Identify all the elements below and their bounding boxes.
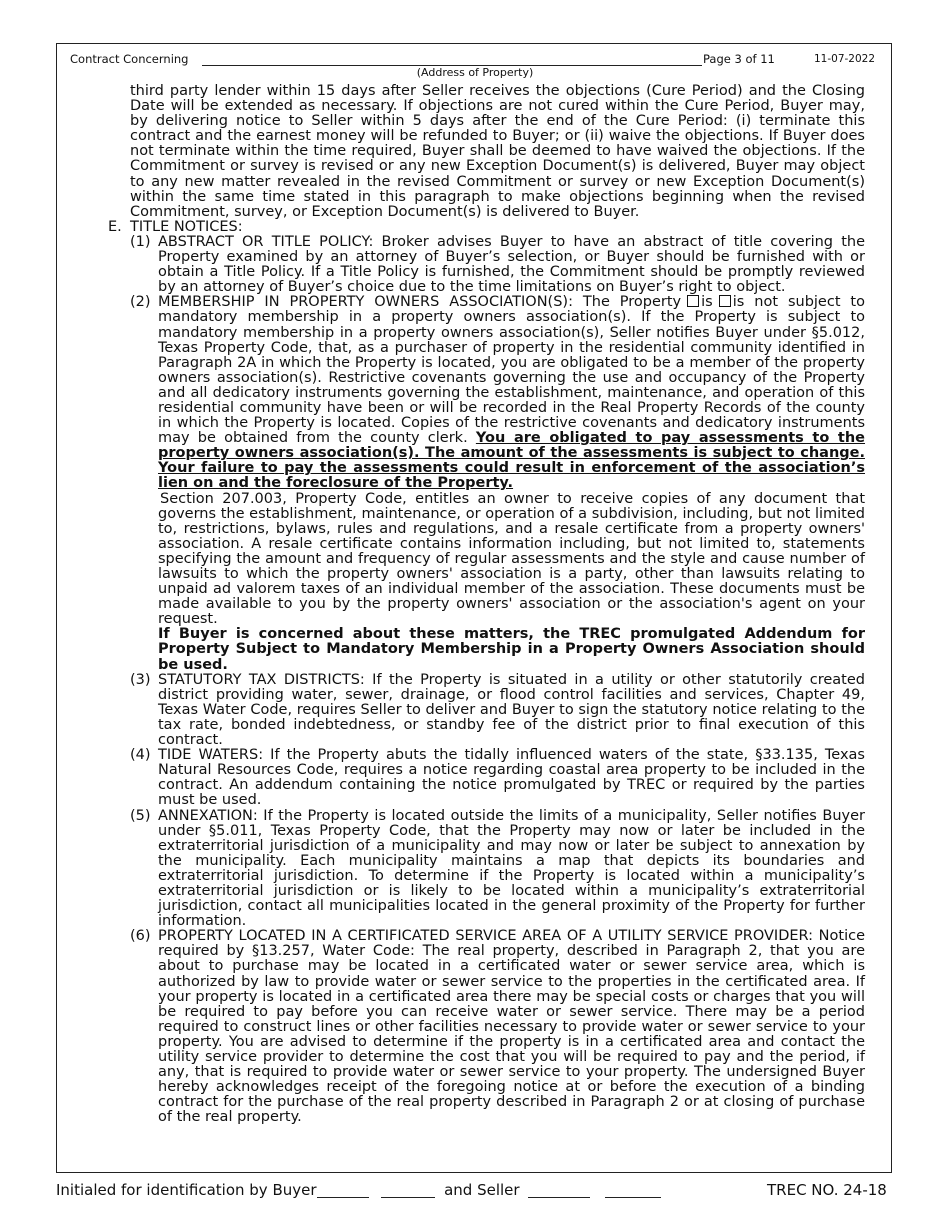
title-notice-3	[108, 673, 865, 748]
continuation-paragraph: third party lender within 15 days after Seller receives the objections (Cure Period) and the Closing Date will be extended as necessary. If objections are not cured within the Cure Period, Buyer may, by delivering notice to Seller within 5 days after the end of the Cure Period: (i) terminate this contract and the earnest money will be refunded to Buyer; or (ii) waive the objections. If Buyer does not terminate within the time required, Buyer shall be deemed to have waived the objections. If the Commitment or survey is revised or any new Exception Document(s) is delivered, Buyer may object to any new matter revealed in the revised Commitment or survey or new Exception Document(s) within the same time stated in this paragraph to make objections beginning when the revised Commitment, survey, or Exception Document(s) is delivered to Buyer.	[130, 83, 865, 220]
contract-concerning-label: Contract Concerning	[70, 52, 189, 66]
title-notice-4	[108, 748, 865, 808]
item-text: ANNEXATION: If the Property is located outside the limits of a municipality, Seller notifies Buyer under §5.011, Texas Property Code, that the Property may now or later be included in the extraterritorial jurisdiction of a municipality and may now or later be subject to annexation by the municipality. Each municipality maintains a map that depicts its boundaries and extraterritorial jurisdiction. To determine if the Property is located within a municipality’s extraterritorial jurisdiction or is likely to be located within a municipality’s extraterritorial jurisdiction, contact all municipalities located in the general proximity of the Property for further information.	[158, 807, 865, 930]
address-caption: (Address of Property)	[416, 66, 534, 79]
item-number: (4)	[130, 747, 151, 764]
and-seller-label: and Seller	[444, 1181, 520, 1199]
page-number: Page 3 of 11	[703, 52, 775, 66]
assessment-warning: You are obligated to pay assessments to the property owners association(s). The amount of the assessments is subject to change. Your failure to pay the assessments could result in enforcement of the association’s lien on and the foreclosure of the Property.	[158, 430, 866, 492]
item-number: (2)	[130, 294, 151, 311]
item-intro: MEMBERSHIP IN PROPERTY OWNERS ASSOCIATION(S): The Property	[158, 294, 682, 311]
section-207-paragraph: Section 207.003, Property Code, entitles an owner to receive copies of any document that governs the establishment, maintenance, or operation of a subdivision, including, but not limited to, restrictions, bylaws, rules and regulations, and a resale certificate from a property owners' association. A resale certificate contains information including, but not limited to, statements specifying the amount and frequency of regular assessments and the style and cause number of lawsuits to which the property owners' association is a party, other than lawsuits relating to unpaid ad valorem taxes of an individual member of the association. These documents must be made available to you by the property owners' association or the association's agent on your request.	[158, 490, 865, 628]
item-text: ABSTRACT OR TITLE POLICY: Broker advises Buyer to have an abstract of title covering the Property examined by an attorney of Buyer’s selection, or Buyer should be furnished with or obtain a Title Policy. If a Title Policy is furnished, the Commitment should be promptly reviewed by an attorney of Buyer’s choice due to the time limitations on Buyer’s right to object.	[158, 233, 865, 296]
item-text: STATUTORY TAX DISTRICTS: If the Property is situated in a utility or other statutorily created district providing water, sewer, drainage, or flood control facilities and services, Chapter 49, Texas Water Code, requires Seller to deliver and Buyer to sign the statutory notice relating to the tax rate, bonded indebtedness, or standby fee of the district prior to final execution of this contract.	[158, 671, 865, 749]
section-e-title: TITLE NOTICES:	[130, 218, 243, 235]
title-notice-6	[108, 929, 865, 1125]
is-checkbox[interactable]	[687, 295, 699, 307]
item-number: (5)	[130, 807, 151, 824]
item-text: subject to mandatory membership in a property owners association(s). If the Property is subject to mandatory membership in a property owners association(s), Seller notifies Buyer under §5.012, Texas Property Code, that, as a purchaser of property in the residential community identified in Paragraph 2A in which the Property is located, you are obligated to be a member of the property owners association(s). Restrictive covenants governing the use and occupancy of the Property and all dedicatory instruments governing the establishment, maintenance, and operation of this residential community have been or will be recorded in the Real Property Records of the county in which the Property is located. Copies of the restrictive covenants and dedicatory instruments may be obtained from the county clerk.	[158, 294, 865, 447]
is-option-label: is	[701, 294, 713, 311]
item-text: PROPERTY LOCATED IN A CERTIFICATED SERVICE AREA OF A UTILITY SERVICE PROVIDER: Notice required by §13.257, Water Code: The real property, described in Paragraph 2, that you are about to purchase may be located in a certificated water or sewer service area, which is authorized by law to provide water or sewer service to the properties in the certificated area. If your property is located in a certificated area there may be special costs or charges that you will be required to pay before you can receive water or sewer service. There may be a period required to construct lines or other facilities necessary to provide water or sewer service to your property. You are advised to determine if the property is in a certificated area and contact the utility service provider to determine the cost that you will be required to pay and the period, if any, that is required to provide water or sewer service to your property. The undersigned Buyer hereby acknowledges receipt of the foregoing notice at or before the execution of a binding contract for the purchase of the real property described in Paragraph 2 or at closing of purchase of the real property.	[158, 928, 865, 1126]
section-e-label: E.	[108, 218, 122, 235]
trec-form-number: TREC NO. 24-18	[767, 1181, 887, 1199]
is-not-option-label: is not	[732, 294, 779, 311]
document-body	[108, 84, 865, 1125]
item-number: (6)	[130, 928, 151, 945]
is-not-checkbox[interactable]	[719, 295, 731, 307]
title-notice-5	[108, 809, 865, 930]
item-number: (3)	[130, 671, 151, 688]
section-e-heading	[108, 220, 865, 235]
initialed-label: Initialed for identification by Buyer	[56, 1181, 317, 1199]
seller-initial-1[interactable]	[528, 1183, 590, 1198]
addendum-notice: If Buyer is concerned about these matters, the TREC promulgated Addendum for Property Subject to Mandatory Membership in a Property Owners Association should be used.	[158, 626, 865, 673]
title-notice-1	[108, 235, 865, 295]
buyer-initial-1[interactable]	[317, 1183, 369, 1198]
initials-line	[56, 1181, 661, 1199]
form-date: 11-07-2022	[814, 53, 876, 65]
item-text: TIDE WATERS: If the Property abuts the tidally influenced waters of the state, §33.135, Texas Natural Resources Code, requires a notice regarding coastal area property to be included in the contract. An addendum containing the notice promulgated by TREC or required by the parties must be used.	[158, 747, 865, 809]
item-number: (1)	[130, 233, 151, 250]
seller-initial-2[interactable]	[605, 1183, 661, 1198]
title-notice-2	[108, 295, 865, 672]
buyer-initial-2[interactable]	[381, 1183, 435, 1198]
